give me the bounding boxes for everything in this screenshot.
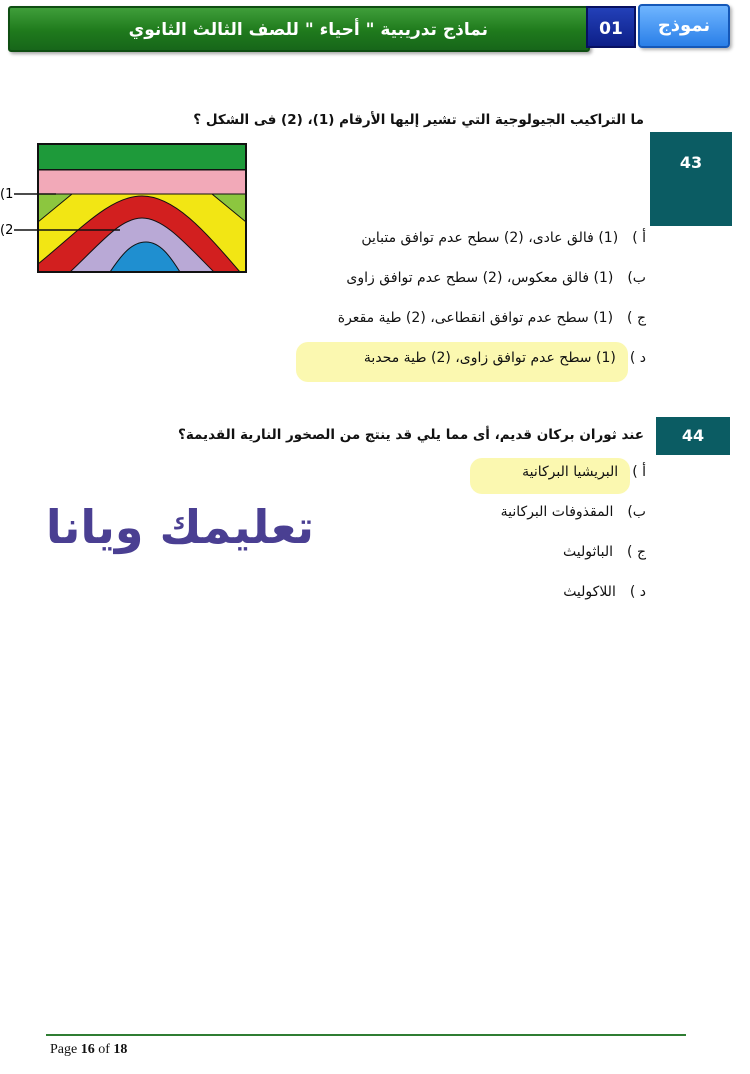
- footer-divider: [46, 1034, 686, 1036]
- q43-option-c[interactable]: [338, 310, 646, 326]
- option-letter: ب): [627, 270, 646, 286]
- label-2: (2: [0, 223, 14, 238]
- option-letter: د ): [629, 350, 646, 366]
- layer-green: [38, 144, 246, 170]
- geology-diagram: [0, 140, 260, 280]
- page-number: 16: [80, 1042, 95, 1057]
- question-44-number: 44: [656, 417, 730, 455]
- option-letter: أ ): [632, 464, 646, 480]
- question-44-text: عند ثوران بركان قديم، أى مما يلي قد ينتج من الصخور النارية القديمة؟: [177, 427, 644, 443]
- q44-option-b[interactable]: [501, 504, 646, 520]
- model-label-badge: نموذج: [638, 4, 730, 48]
- question-43-number: 43: [650, 132, 732, 226]
- option-letter: ج ): [627, 544, 646, 560]
- option-text: (1) سطح عدم توافق انقطاعى، (2) طية مقعرة: [337, 310, 614, 326]
- watermark: تعليمك ويانا: [45, 500, 314, 554]
- option-letter: د ): [629, 584, 646, 600]
- page-total: 18: [113, 1042, 128, 1057]
- q43-option-d[interactable]: [364, 350, 646, 366]
- option-text: الباثوليث: [563, 544, 614, 560]
- q44-option-a[interactable]: [522, 464, 646, 480]
- page-prefix: Page: [50, 1042, 81, 1057]
- q44-option-d[interactable]: [563, 584, 646, 600]
- page-title: نماذج تدريبية " أحياء " للصف الثالث الثانوي: [128, 20, 488, 40]
- q43-option-b[interactable]: [346, 270, 646, 286]
- model-number-badge: 01: [586, 6, 636, 48]
- page-footer: [50, 1042, 127, 1058]
- layer-pink: [38, 170, 246, 194]
- q43-option-a[interactable]: [361, 230, 646, 246]
- option-letter: أ ): [632, 230, 646, 246]
- option-letter: ج ): [627, 310, 646, 326]
- option-letter: ب): [627, 504, 646, 520]
- option-text: المقذوفات البركانية: [500, 504, 614, 520]
- option-text: (1) فالق معكوس، (2) سطح عدم توافق زاوى: [346, 270, 614, 286]
- header-bar: [8, 6, 590, 52]
- page-of: of: [94, 1042, 114, 1057]
- question-43-text: ما التراكيب الجيولوجية التي تشير إليها الأرقام (1)، (2) فى الشكل ؟: [193, 112, 644, 128]
- option-text: (1) سطح عدم توافق زاوى، (2) طية محدبة: [363, 350, 616, 366]
- option-text: البريشيا البركانية: [522, 464, 619, 480]
- option-text: (1) فالق عادى، (2) سطح عدم توافق متباين: [361, 230, 619, 246]
- label-1: (1: [0, 187, 14, 202]
- q44-option-c[interactable]: [563, 544, 646, 560]
- option-text: اللاكوليث: [563, 584, 616, 600]
